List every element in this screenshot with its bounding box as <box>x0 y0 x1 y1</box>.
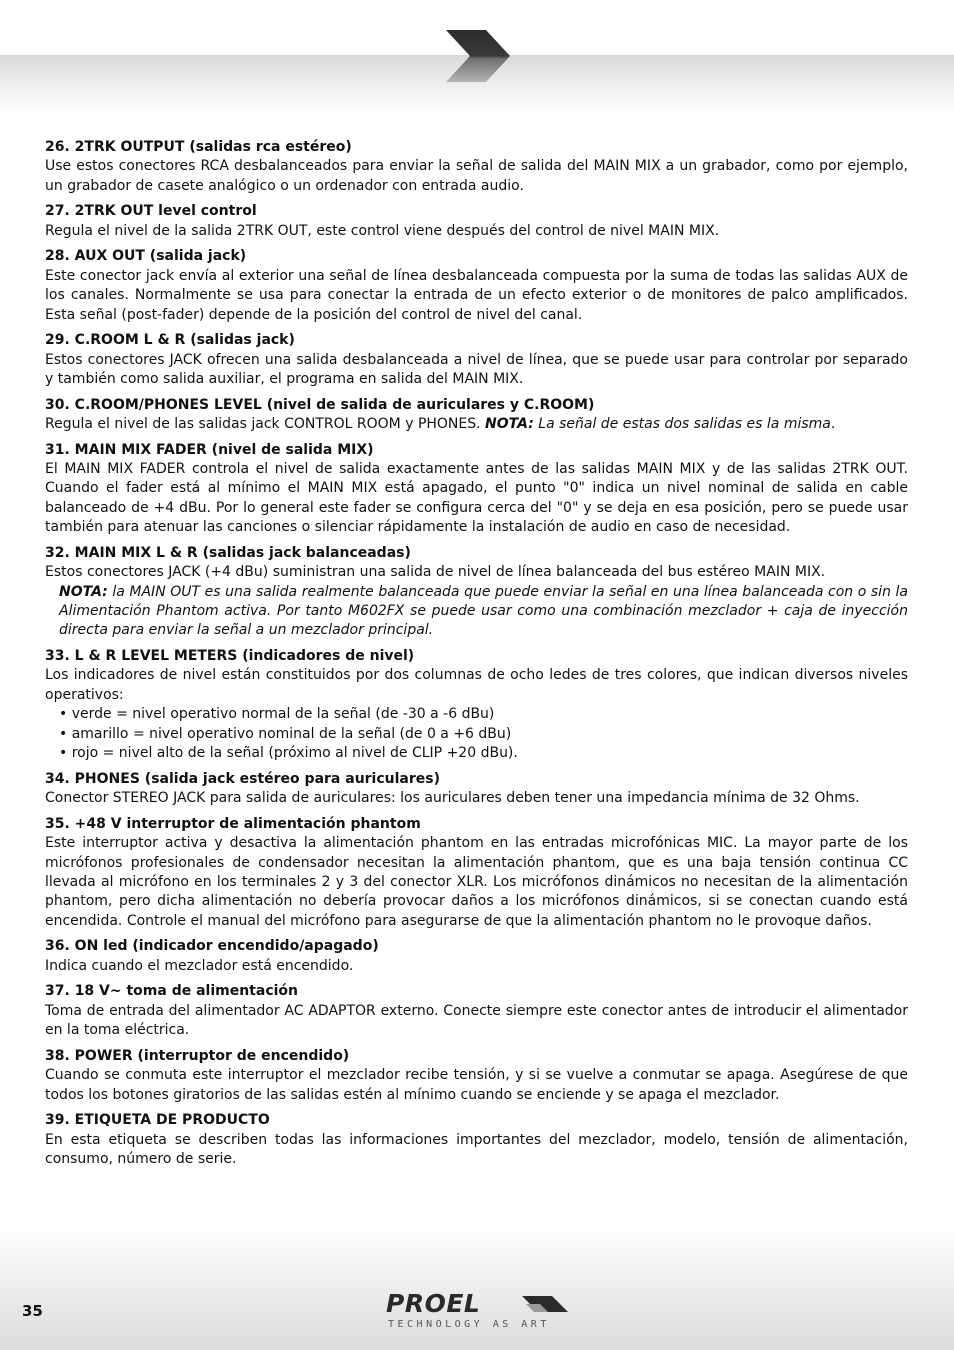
section-title: 27. 2TRK OUT level control <box>45 203 257 220</box>
page-number: 35 <box>22 1302 43 1320</box>
section-title: 39. ETIQUETA DE PRODUCTO <box>45 1112 270 1129</box>
list-item: • rojo = nivel alto de la señal (próximo al nivel de CLIP +20 dBu). <box>59 745 518 762</box>
section-body: Estos conectores JACK (+4 dBu) suministran una salida de nivel de línea balanceada del bus estéreo MAIN MIX. <box>45 564 826 581</box>
section-body-line <box>45 415 908 434</box>
section-29 <box>45 331 908 389</box>
logo-wordmark: PROEL <box>386 1289 481 1318</box>
section-26 <box>45 138 908 196</box>
section-30 <box>45 396 908 435</box>
document-body <box>45 138 908 1176</box>
note-label: NOTA: <box>59 583 108 600</box>
section-35 <box>45 815 908 931</box>
section-body: Los indicadores de nivel están constituidos por dos columnas de ocho ledes de tres colores, que indican diversos niveles operativos: <box>45 667 908 703</box>
section-body: Este conector jack envía al exterior una señal de línea desbalanceada compuesta por la suma de todas las salidas AUX de los canales. Normalmente se usa para conectar la entrada de un efecto exterior o de monitores de palco amplificados. Esta señal (post-fader) depende de la posición del control de nivel del canal. <box>45 267 908 323</box>
section-title: 35. +48 V interruptor de alimentación phantom <box>45 815 421 832</box>
note-block <box>45 583 908 641</box>
note-label: NOTA: <box>485 416 534 433</box>
section-39 <box>45 1111 908 1169</box>
section-title: 36. ON led (indicador encendido/apagado) <box>45 938 379 955</box>
section-28 <box>45 247 908 325</box>
section-title: 37. 18 V~ toma de alimentación <box>45 983 298 1000</box>
chevron-arrow-icon <box>444 28 512 84</box>
section-body: Conector STEREO JACK para salida de auriculares: los auriculares deben tener una impedancia mínima de 32 Ohms. <box>45 790 860 807</box>
section-body: En esta etiqueta se describen todas las informaciones importantes del mezclador, modelo, tensión de alimentación, consumo, número de serie. <box>45 1131 908 1167</box>
section-body: Toma de entrada del alimentador AC ADAPTOR externo. Conecte siempre este conector antes de introducir el alimentador en la toma eléctrica. <box>45 1002 908 1039</box>
list-item: • verde = nivel operativo normal de la señal (de -30 a -6 dBu) <box>59 706 495 723</box>
section-36 <box>45 937 908 976</box>
section-title: 29. C.ROOM L & R (salidas jack) <box>45 332 295 349</box>
list-item: • amarillo = nivel operativo nominal de la señal (de 0 a +6 dBu) <box>59 725 512 742</box>
section-27 <box>45 202 908 241</box>
section-31 <box>45 441 908 538</box>
section-38 <box>45 1047 908 1105</box>
section-32 <box>45 544 908 641</box>
section-body: Indica cuando el mezclador está encendido. <box>45 957 354 974</box>
section-body: Regula el nivel de las salidas jack CONTROL ROOM y PHONES. <box>45 416 481 433</box>
note-text: la MAIN OUT es una salida realmente balanceada que puede enviar la señal en una línea balanceada con o sin la Alimentación Phantom activa. Por tanto M602FX se puede usar como una combinación mezclador + caja de inyección directa para enviar la señal a un mezclador principal. <box>59 583 908 639</box>
note-text: La señal de estas dos salidas es la misma <box>538 416 831 433</box>
logo-swoosh-icon <box>522 1294 568 1314</box>
section-body: Este interruptor activa y desactiva la alimentación phantom en las entradas microfónicas MIC. La mayor parte de los micrófonos profesionales de condensador necesitan la alimentación phantom, que es una baja tensión continua CC llevada al micrófono en los terminales 2 y 3 del conector XLR. Los micrófonos dinámicos no necesitan de la alimentación phantom, pero dicha alimentación no debería provocar daños a los micrófonos dinámicos, si se conectan cuando está encendida. Controle el manual del micrófono para asegurarse de que la alimentación phantom no le provoque daños. <box>45 835 908 929</box>
section-body: Use estos conectores RCA desbalanceados para enviar la señal de salida del MAIN MIX a un grabador, como por ejemplo, un grabador de casete analógico o un ordenador con entrada audio. <box>45 158 908 194</box>
section-body: Regula el nivel de la salida 2TRK OUT, este control viene después del control de nivel MAIN MIX. <box>45 222 720 239</box>
note-end: . <box>830 416 836 433</box>
section-title: 32. MAIN MIX L & R (salidas jack balanceadas) <box>45 544 411 561</box>
section-body: El MAIN MIX FADER controla el nivel de salida exactamente antes de las salidas MAIN MIX y de las salidas 2TRK OUT. Cuando el fader está al mínimo el MAIN MIX está apagado, el punto "0" indica un nivel nominal de salida en cable balanceado de +4 dBu. Por lo general este fader se configura cerca del "0" y se deja en esa posición, pero se puede usar también para atenuar las canciones o silenciar rápidamente la instalación de audio en caso de necesidad. <box>45 461 908 536</box>
bullet-list <box>45 705 908 763</box>
section-34 <box>45 770 908 809</box>
section-title: 30. C.ROOM/PHONES LEVEL (nivel de salida de auriculares y C.ROOM) <box>45 396 595 413</box>
section-title: 31. MAIN MIX FADER (nivel de salida MIX) <box>45 441 374 458</box>
section-37 <box>45 982 908 1040</box>
section-title: 38. POWER (interruptor de encendido) <box>45 1047 350 1064</box>
section-title: 26. 2TRK OUTPUT (salidas rca estéreo) <box>45 139 352 155</box>
section-title: 34. PHONES (salida jack estéreo para auriculares) <box>45 770 441 787</box>
section-body: Cuando se conmuta este interruptor el mezclador recibe tensión, y si se vuelve a conmutar se apaga. Asegúrese de que todos los botones giratorios de las salidas estén al mínimo cuando se enciende y se apaga el mezclador. <box>45 1067 908 1103</box>
logo-tagline: TECHNOLOGY AS ART <box>388 1319 550 1330</box>
section-title: 33. L & R LEVEL METERS (indicadores de nivel) <box>45 648 415 665</box>
section-title: 28. AUX OUT (salida jack) <box>45 248 247 265</box>
proel-logo <box>386 1290 572 1336</box>
section-33 <box>45 647 908 763</box>
section-body: Estos conectores JACK ofrecen una salida desbalanceada a nivel de línea, que se puede usar para controlar por separado y también como salida auxiliar, el programa en salida del MAIN MIX. <box>45 351 908 388</box>
